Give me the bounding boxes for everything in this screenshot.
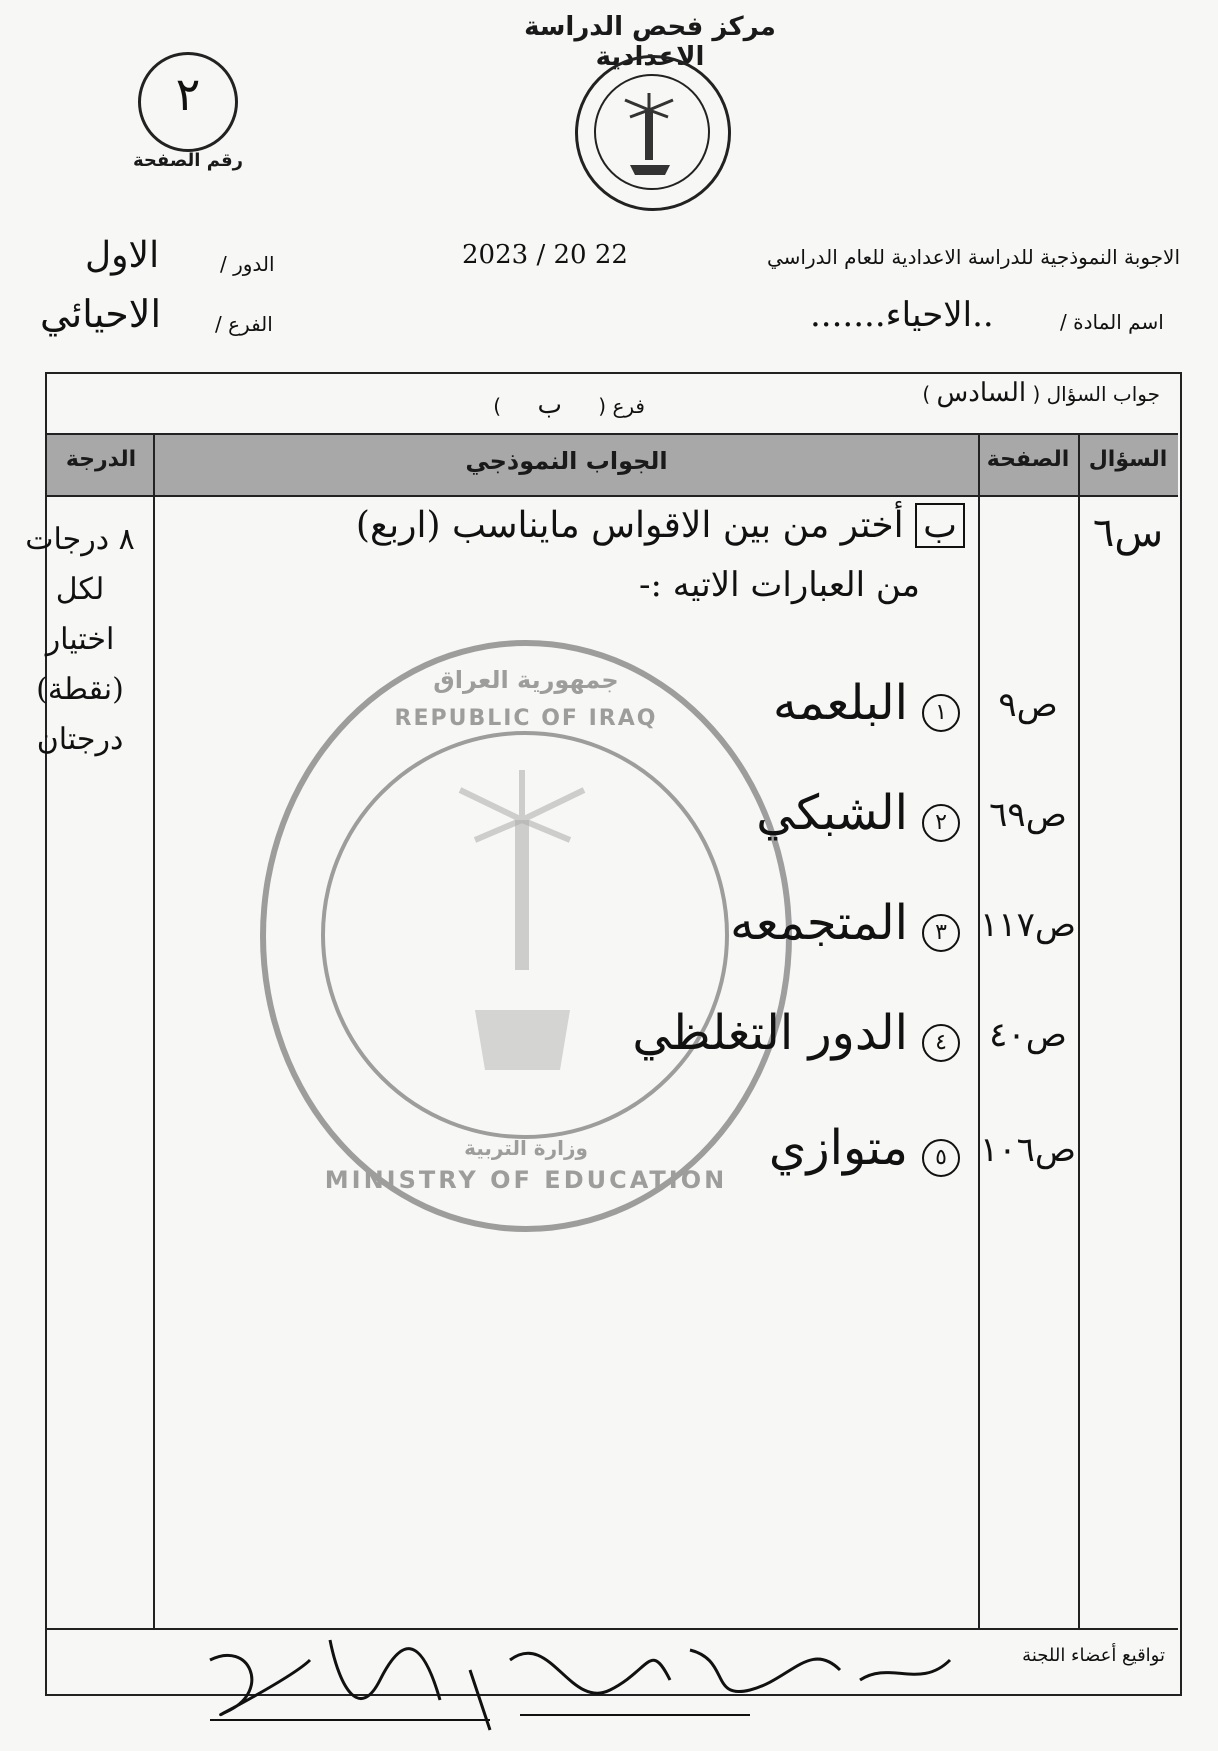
row-page-ref: ص٤٠ [989, 1015, 1067, 1055]
row-page-ref: ص١١٧ [980, 905, 1076, 945]
question-close: ) [922, 382, 931, 406]
branch-value: الاحيائي [40, 292, 162, 336]
round-value: الاول [85, 235, 160, 276]
academic-year [462, 240, 628, 270]
grade-note-line: اختيار [45, 622, 115, 657]
answer-text: الشبكي [756, 785, 908, 841]
stamp-ministry: MINISTRY OF EDUCATION [324, 1166, 728, 1194]
instruction-label: ب [915, 503, 965, 548]
question-branch-value: ب [537, 390, 562, 420]
branch-label: الفرع / [215, 312, 273, 336]
year-separator: / [536, 240, 546, 270]
model-answers-text: الاجوبة النموذجية للدراسة الاعدادية للعام الدراسي [766, 245, 1180, 269]
instruction-text-1: أختر من بين الاقواس مايناسب (اربع) [355, 505, 904, 546]
ministry-seal-top [575, 55, 731, 211]
stamp-ministry-ar: وزارة التربية [464, 1136, 588, 1160]
answer-row [400, 785, 960, 842]
grade-note [0, 515, 160, 765]
answer-number: ١ [922, 694, 960, 732]
answer-number: ٤ [922, 1024, 960, 1062]
answer-number: ٢ [922, 804, 960, 842]
answer-text: متوازي [768, 1120, 908, 1176]
question-branch-close: ) [493, 394, 502, 418]
signatures-label: تواقيع أعضاء اللجنة [1022, 1645, 1165, 1666]
committee-signatures [190, 1600, 980, 1740]
answer-number: ٣ [922, 914, 960, 952]
row-page-ref: ص٩ [998, 685, 1058, 725]
year-second: 2023 [462, 240, 529, 270]
answer-text: البلعمه [773, 675, 908, 731]
answer-label: جواب السؤال ( [1032, 382, 1160, 406]
question-branch-label: فرع ( [598, 394, 645, 418]
subject-label: اسم المادة / [1060, 310, 1164, 334]
answer-row [400, 895, 960, 952]
row-page-ref: ص١٠٦ [980, 1130, 1076, 1170]
question-id: س٦ [1092, 510, 1164, 556]
header-page: الصفحة [986, 447, 1070, 472]
row-page-ref: ص٦٩ [989, 795, 1067, 835]
instruction-line2: من العبارات الاتيه :- [639, 565, 920, 605]
answer-row [400, 1005, 960, 1062]
center-title: مركز فحص الدراسة الاعدادية [524, 12, 776, 72]
instruction-line1 [165, 505, 965, 546]
answer-text: الدور التغلظي [632, 1005, 908, 1061]
stamp-republic: REPUBLIC OF IRAQ [394, 706, 658, 731]
stamp-arabic: جمهورية العراق [433, 666, 619, 694]
grade-note-line: لكل [55, 572, 105, 607]
header-model-answer: الجواب النموذجي [465, 447, 668, 475]
grade-note-line: ٨ درجات [25, 522, 135, 557]
grade-note-line: (نقطة) [36, 672, 124, 707]
answer-row [400, 1120, 960, 1177]
header-grade: الدرجة [65, 447, 137, 472]
answer-number: ٥ [922, 1139, 960, 1177]
palm-emblem-icon [575, 55, 725, 205]
year-first: 20 22 [553, 240, 628, 270]
question-value: السادس [936, 378, 1027, 408]
page-number-label: رقم الصفحة [132, 150, 244, 171]
divider-question [1078, 433, 1080, 1628]
answer-text: المتجمعه [730, 895, 908, 951]
header-question: السؤال [1088, 447, 1168, 472]
answer-row [400, 675, 960, 732]
round-label: الدور / [220, 252, 275, 276]
grade-note-line: درجتان [36, 722, 124, 757]
page-number-value: ٢ [175, 67, 201, 121]
subject-value: ..الاحياء....... [810, 295, 994, 335]
page-number-circle [138, 52, 238, 152]
branch-line [445, 390, 645, 420]
